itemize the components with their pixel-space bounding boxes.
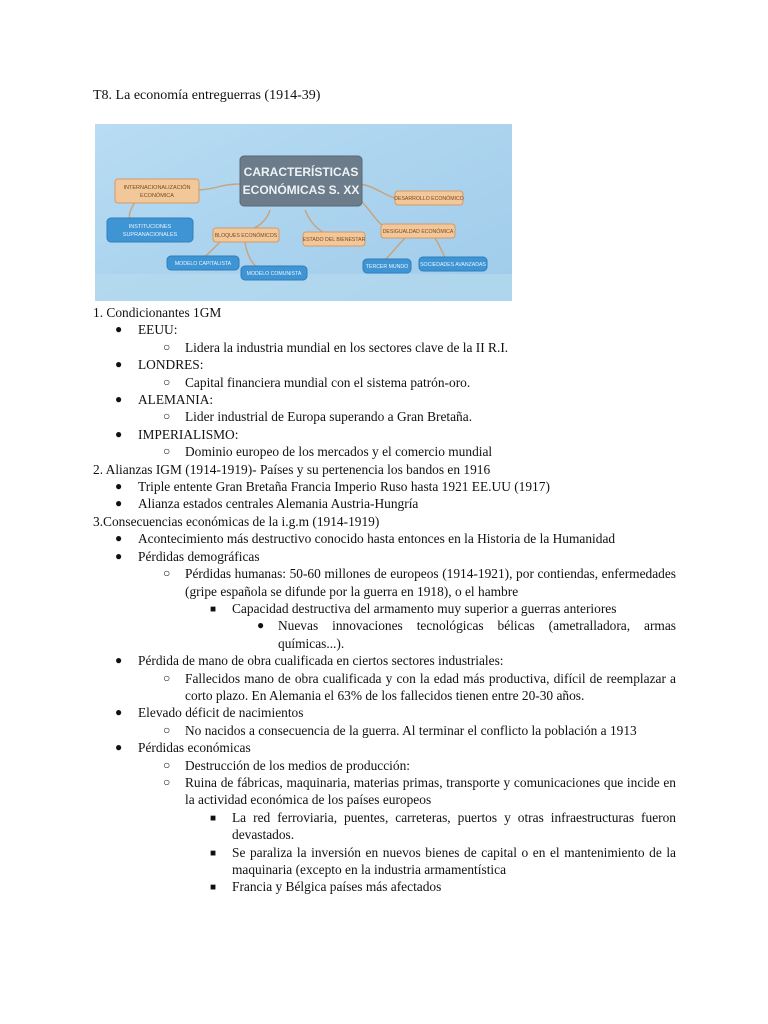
- bullet-marker: ●: [115, 705, 123, 720]
- list-item: ○ Pérdidas humanas: 50-60 millones de europeos (1914-1921), por contiendas, enfermedades (gripe española se difunde por la guerra en 1918), o el hambre: [163, 566, 676, 599]
- circle-marker: ○: [163, 774, 171, 789]
- bullet-marker: ●: [115, 426, 123, 441]
- circle-marker: ○: [163, 409, 171, 424]
- node-tercer: TERCER MUNDO: [365, 264, 409, 270]
- list-item: ● IMPERIALISMO:: [115, 426, 239, 442]
- list-item: ● Acontecimiento más destructivo conocido hasta entonces en la Historia de la Humanidad: [115, 531, 616, 547]
- circle-marker: ○: [163, 670, 171, 685]
- node-estado: ESTADO DEL BIENESTAR: [302, 237, 366, 243]
- mind-map-image: [95, 124, 512, 301]
- circle-marker: ○: [163, 444, 171, 459]
- circle-marker: ○: [163, 757, 171, 772]
- square-marker: ■: [210, 847, 217, 859]
- list-item: ○ Destrucción de los medios de producción:: [163, 757, 410, 773]
- section-3-heading: 3.Consecuencias económicas de la i.g.m (1914-1919): [93, 513, 380, 529]
- list-item: ○ Lider industrial de Europa superando a Gran Bretaña.: [163, 409, 473, 425]
- square-marker: ■: [210, 603, 217, 615]
- node-capitalista: MODELO CAPITALISTA: [174, 261, 232, 267]
- bullet-marker: ●: [115, 392, 123, 407]
- list-item: ○ Dominio europeo de los mercados y el comercio mundial: [163, 444, 493, 460]
- list-item: ● Nuevas innovaciones tecnológicas bélicas (ametralladora, armas químicas...).: [257, 618, 676, 651]
- bullet-marker: ●: [115, 740, 123, 755]
- section-2-heading: 2. Alianzas IGM (1914-1919)- Países y su pertenencia los bandos en 1916: [93, 461, 491, 477]
- list-item: ○ Capital financiera mundial con el sistema patrón-oro.: [163, 374, 471, 390]
- center-node-line1: CARACTERÍSTICAS: [243, 165, 359, 179]
- circle-marker: ○: [163, 722, 171, 737]
- node-bloques: BLOQUES ECONÓMICOS: [214, 233, 278, 239]
- circle-marker: ○: [163, 566, 171, 581]
- center-node: [240, 156, 362, 206]
- list-item: ○ Lidera la industria mundial en los sectores clave de la II R.I.: [163, 339, 509, 355]
- list-item: ○ No nacidos a consecuencia de la guerra. Al terminar el conflicto la población a 1913: [163, 722, 637, 738]
- list-item: ○ Fallecidos mano de obra cualificada y con la edad más productiva, difícil de reemplazar a corto plazo. En Alemania el 63% de los fallecidos tienen entre 20-30 años.: [163, 670, 676, 703]
- list-item: ● Pérdidas económicas: [115, 740, 251, 756]
- document-title: T8. La economía entreguerras (1914-39): [93, 88, 321, 103]
- section-1-heading: 1. Condicionantes 1GM: [93, 305, 222, 320]
- list-item: ● Triple entente Gran Bretaña Francia Imperio Ruso hasta 1921 EE.UU (1917): [115, 479, 550, 495]
- bullet-marker: ●: [115, 496, 123, 511]
- bullet-marker: ●: [115, 531, 123, 546]
- bullet-marker: ●: [115, 322, 123, 337]
- bullet-marker: ●: [115, 653, 123, 668]
- list-item: ■ Francia y Bélgica países más afectados: [93, 878, 676, 895]
- list-item: ● Alianza estados centrales Alemania Austria-Hungría: [115, 496, 419, 512]
- list-item: ● EEUU:: [115, 322, 178, 338]
- node-desarrollo: DESARROLLO ECONÓMICO: [394, 196, 464, 202]
- node-instituciones-l2: SUPRANACIONALES: [122, 232, 178, 238]
- node-instituciones-l1: INSTITUCIONES: [128, 224, 172, 230]
- node-desigualdad: DESIGUALDAD ECONÓMICA: [382, 229, 454, 235]
- list-item: ● ALEMANIA:: [115, 392, 214, 408]
- bullet-marker: ●: [115, 548, 123, 563]
- list-item: ● LONDRES:: [115, 357, 204, 373]
- bullet-marker: ●: [115, 357, 123, 372]
- node-internacionalizacion-l1: INTERNACIONALIZACIÓN: [123, 185, 191, 191]
- center-node-line2: ECONÓMICAS S. XX: [242, 183, 360, 197]
- circle-marker: ○: [163, 339, 171, 354]
- bullet-marker: ●: [115, 479, 123, 494]
- list-item: ■ Capacidad destructiva del armamento muy superior a guerras anteriores: [93, 600, 676, 617]
- square-marker: ■: [210, 882, 217, 894]
- document-body: [93, 304, 676, 896]
- list-item: ● Pérdida de mano de obra cualificada en ciertos sectores industriales:: [115, 653, 504, 669]
- square-marker: ■: [210, 812, 217, 824]
- list-item: ■ Se paraliza la inversión en nuevos bienes de capital o en el mantenimiento de la maquinaria (excepto en la industria armamentística: [210, 844, 676, 877]
- node-sociedades: SOCIEDADES AVANZADAS: [420, 262, 486, 268]
- node-internacionalizacion-l2: ECONÓMICA: [140, 193, 174, 199]
- list-item: ● Pérdidas demográficas: [115, 548, 260, 564]
- list-item: ● Elevado déficit de nacimientos: [115, 705, 304, 721]
- list-item: ■ La red ferroviaria, puentes, carreteras, puertos y otras infraestructuras fueron devastados.: [210, 809, 676, 843]
- bullet-marker: ●: [257, 618, 265, 633]
- node-comunista: MODELO COMUNISTA: [246, 271, 302, 277]
- list-item: ○ Ruina de fábricas, maquinaria, materias primas, transporte y comunicaciones que incide en la actividad económica de los países europeos: [163, 774, 676, 808]
- circle-marker: ○: [163, 374, 171, 389]
